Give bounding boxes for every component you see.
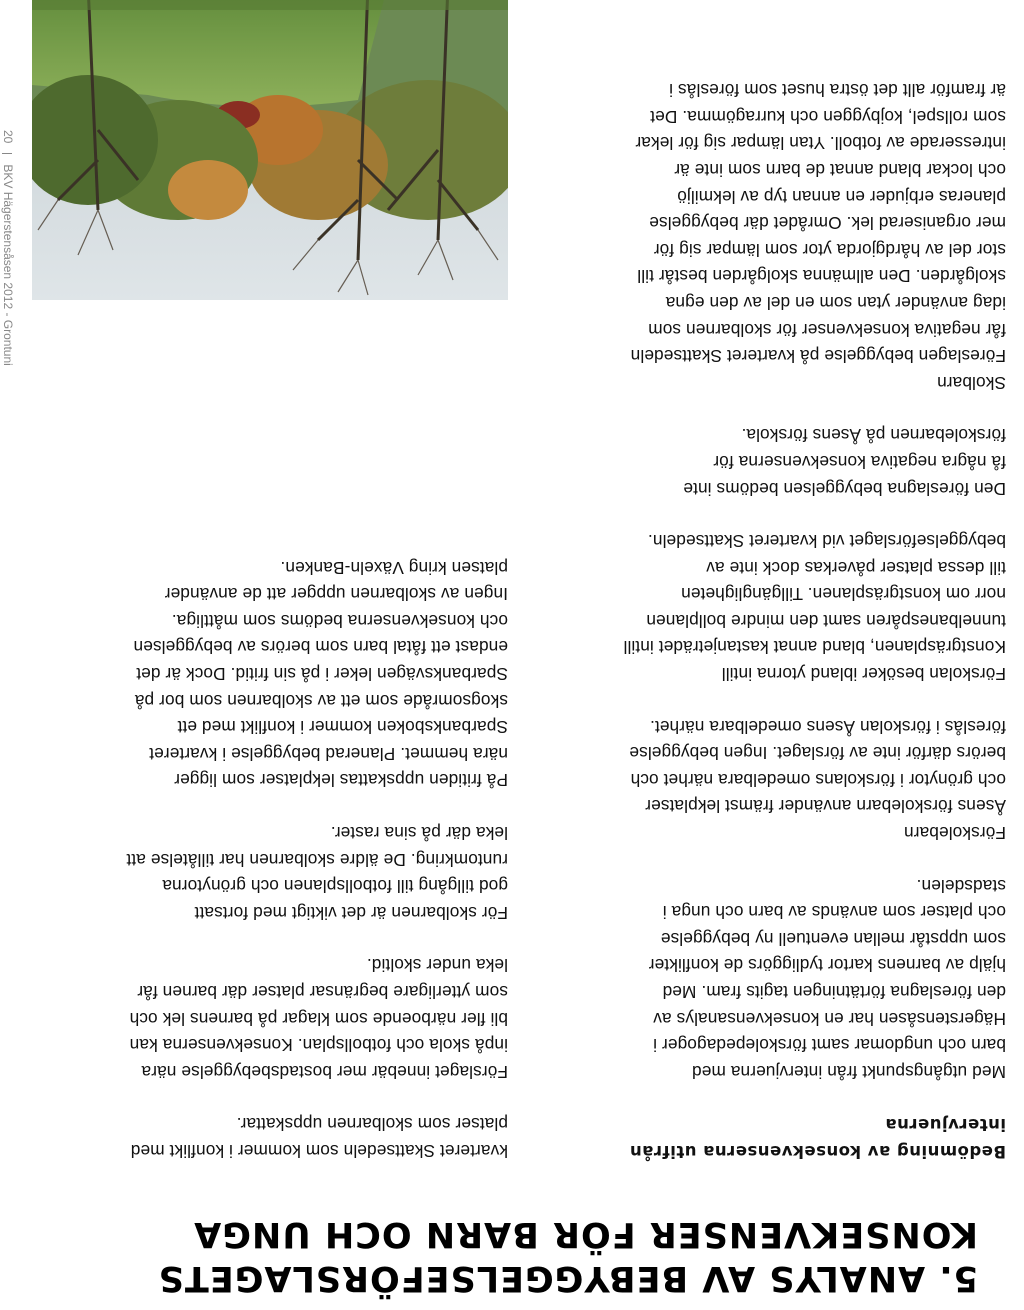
text-line: inpå skola och fotbollsplan. Konsekvenserna kan: [129, 1035, 508, 1056]
text-line: intervjuerna: [885, 1115, 1006, 1135]
text-line: god tillgång till fotbollsplanen och grönytorna: [162, 876, 508, 897]
chapter-heading: [38, 1212, 978, 1300]
text-line: och konsekvenserna bedöms som måttliga.: [171, 610, 508, 631]
text-line: Föreslagen bebyggelse på kvarteret Skattsedeln: [630, 346, 1006, 367]
text-line: förskolebarnen på Åsens förskola.: [741, 425, 1006, 446]
skol-section: [536, 77, 1006, 396]
text-line: och grönytor i förskolans omedelbara närhet och: [630, 769, 1006, 790]
forskole-paragraph-1: [536, 713, 1006, 819]
text-line: berörs därför inte av förslaget. Ingen bebyggelse: [629, 743, 1006, 764]
text-line: som uppstår mellan eventuell ny bebyggelse: [660, 928, 1006, 949]
text-line: kvarteret Skattsedeln som kommer i konflikt med: [130, 1141, 508, 1161]
chapter-heading-line-1: 5. ANALYS AV BEBYGGELSEFÖRSLAGETS: [157, 1258, 978, 1298]
text-line: norr om konstgräsplanen. Tillgängligheten: [681, 584, 1006, 605]
text-line: Åsens förskolebarn använder främst lekplatser: [645, 796, 1006, 817]
text-line: idag använder ytan som en del av den egna: [665, 292, 1006, 313]
right-paragraph-3: [38, 819, 508, 925]
text-line: föreslås i förskolan Åsens omedelbara närhet.: [649, 716, 1006, 737]
text-line: endast ett fåtal barn som berörs av bebyggelsen: [133, 637, 508, 658]
skol-paragraph-1: [536, 77, 1006, 370]
text-line: skogsområde som ett av skolbarnen som bor på: [134, 690, 508, 711]
text-line: Sparbanksvägen leker i på sin fritid. Dock är det: [136, 664, 508, 685]
text-line: platsen kring Växeln-Banken.: [280, 557, 508, 578]
text-line: leka där på sina raster.: [330, 823, 508, 844]
text-line: stadsdelen.: [916, 875, 1006, 896]
text-line: Konstgräsplanen, bland annat kastanjeträdet intill: [623, 637, 1006, 658]
footer-divider: [2, 153, 12, 154]
text-line: är framför allt det östra huset som föreslås i: [669, 80, 1006, 101]
right-paragraph-2: [38, 952, 508, 1085]
text-line: platser som skolbarnen uppskattar.: [236, 1114, 508, 1135]
forskole-subheading: Förskolebarn: [903, 823, 1006, 844]
forskole-paragraph-2: [536, 528, 1006, 688]
text-line: hjälp av barnens kartor tydliggörs de konflikter: [648, 955, 1006, 976]
text-line: få några negativa konsekvenserna för: [713, 451, 1006, 472]
text-line: Hägerstensåsen har en konsekvensanalys av: [653, 1008, 1006, 1029]
right-column: [38, 528, 508, 1164]
text-line: Med utgångspunkt från intervjuerna med: [691, 1061, 1006, 1082]
text-line: Ingen av skolbarnen uppger att de använder: [164, 584, 508, 605]
text-line: den föreslagna förtätningen tagits fram. Med: [662, 982, 1006, 1003]
text-line: Sparbanksboken kommer i konflikt med ett: [177, 717, 508, 738]
text-line: intresserade av fotboll. Ytan lämpar sig för lekar: [635, 133, 1006, 154]
page-number: 20: [1, 130, 15, 144]
right-paragraph-1: [38, 1111, 508, 1164]
intro-paragraph: [536, 872, 1006, 1085]
text-line: bebyggelseförslaget vid kvarteret Skattsedeln.: [647, 531, 1006, 552]
text-line: bli fler närboende som klagar på barnens lek och: [129, 1008, 508, 1029]
text-line: tunnelbanespåren samt den mindre bollplanen: [646, 610, 1006, 631]
skol-subheading: Skolbarn: [936, 372, 1006, 393]
right-paragraph-4: [38, 554, 508, 793]
section-title: [536, 1111, 1006, 1164]
left-column: [536, 51, 1006, 1164]
text-line: stor del av hårdgjorda ytor som lämpar sig för: [653, 239, 1006, 260]
text-line: till dessa platser påverkas dock inte av: [706, 557, 1006, 578]
text-line: som rollspel, kojbyggen och kurragömma. Det: [650, 106, 1006, 127]
text-line: På fritiden uppskattas lekplatser som ligger: [174, 770, 508, 791]
text-line: runtomkring. De äldre skolbarnen har tillåtelse att: [126, 849, 508, 870]
text-line: mer organiserad lek. Området där bebyggelse: [649, 213, 1006, 234]
text-line: Förskolan besöker ibland ytorna intill: [721, 664, 1006, 685]
text-line: som ytterligare begränsar platser där barnen får: [137, 982, 508, 1003]
text-line: leka under skoltid.: [366, 955, 508, 976]
publication-name: BKV Hägerstensåsen 2012 - Grontuni: [1, 164, 15, 366]
text-line: Bedömning av konsekvenserna utifrån: [629, 1142, 1006, 1161]
text-line: nära hemmet. Planerad bebyggelse i kvarteret: [149, 743, 508, 764]
text-line: Förslaget innebär mer bostadsbebyggelse nära: [141, 1061, 508, 1082]
forskole-section: [536, 422, 1006, 846]
text-line: Den föreslagna bebyggelsen bedöms inte: [683, 478, 1006, 499]
park-photo: [32, 0, 508, 300]
text-line: och platser som används av barn och unga i: [662, 902, 1006, 923]
text-line: planeras erbjuder en annan typ av lekmiljö: [677, 186, 1006, 207]
text-line: och lockar bland annat de barn som inte är: [674, 160, 1006, 180]
text-line: får negativa konsekvenser för skolbarnen som: [648, 319, 1006, 340]
chapter-heading-line-2: KONSEKVENSER FÖR BARN OCH UNGA: [193, 1214, 978, 1254]
text-line: barn och ungdomar samt förskolepedagoger i: [653, 1035, 1006, 1056]
text-line: skolgården. Den allmänna skolgården består till: [637, 266, 1006, 287]
park-photo-graphic: [32, 0, 508, 300]
text-line: För skolbarnen är det viktigt med fortsatt: [194, 902, 508, 923]
forskole-paragraph-3: [536, 422, 1006, 502]
